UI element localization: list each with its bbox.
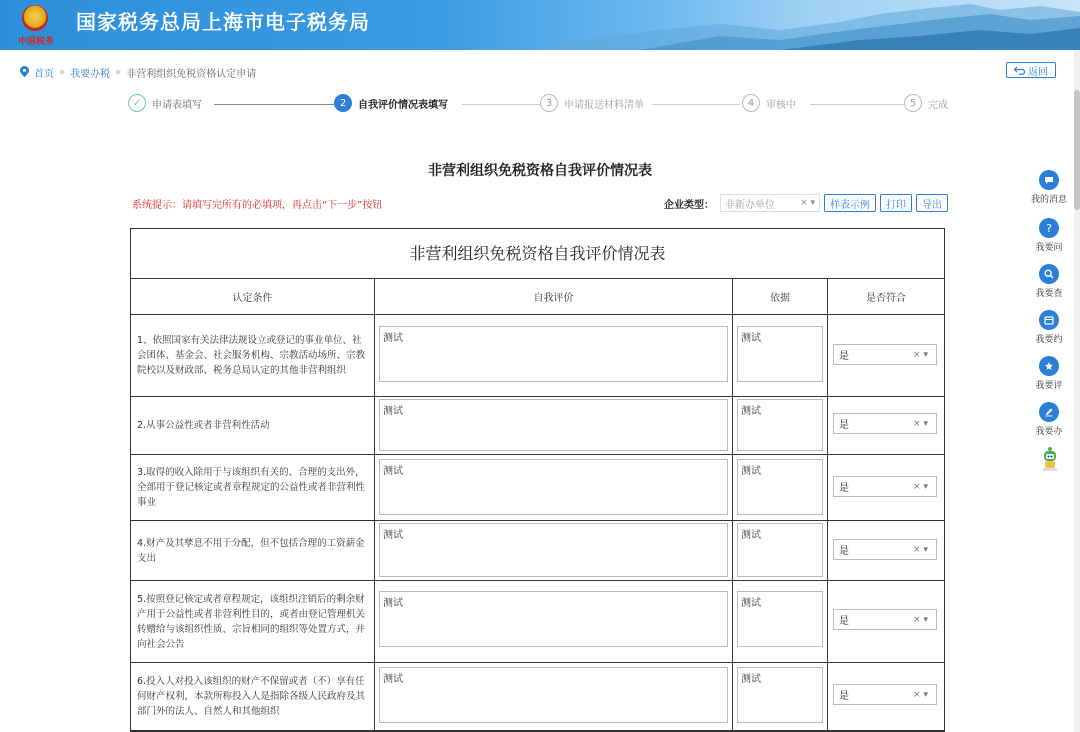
scrollbar-thumb[interactable] <box>1074 90 1080 210</box>
evaluation-cell <box>375 663 733 730</box>
progress-steps <box>128 94 958 116</box>
toolbar-item-handle[interactable] <box>1022 402 1076 437</box>
page-scrollbar[interactable] <box>1074 50 1080 732</box>
sample-button[interactable]: 样表示例 <box>824 194 876 212</box>
column-header: 认定条件 <box>131 279 375 314</box>
self-evaluation-textarea[interactable]: 测试 <box>379 591 728 647</box>
step-3 <box>540 94 644 112</box>
basis-textarea[interactable]: 测试 <box>737 326 823 382</box>
print-button[interactable]: 打印 <box>880 194 912 212</box>
toolbar-item-messages[interactable] <box>1022 170 1076 205</box>
step-connector <box>810 104 904 105</box>
step-label: 申请报送材料清单 <box>564 99 644 111</box>
compliance-select[interactable] <box>833 539 937 560</box>
basis-cell <box>733 455 828 520</box>
column-header: 自我评价 <box>375 279 733 314</box>
evaluation-cell <box>375 315 733 396</box>
location-pin-icon <box>20 66 29 80</box>
condition-text: 3.取得的收入除用于与该组织有关的、合理的支出外，全部用于登记核定或者章程规定的公益性或者非营利性事业 <box>131 455 375 520</box>
basis-cell <box>733 663 828 730</box>
condition-text: 2.从事公益性或者非营利性活动 <box>131 397 375 454</box>
compliance-cell <box>828 455 944 520</box>
toolbar-item-appointment[interactable] <box>1022 310 1076 345</box>
step-connector <box>462 104 540 105</box>
calendar-icon <box>1039 310 1059 330</box>
breadcrumb-separator: » <box>59 67 66 78</box>
back-button-label: 返回 <box>1028 66 1048 78</box>
toolbar-label: 我要约 <box>1035 335 1063 345</box>
back-arrow-icon <box>1014 66 1025 75</box>
compliance-value: 是 <box>839 691 849 702</box>
message-icon <box>1039 170 1059 190</box>
table-title: 非营利组织免税资格自我评价情况表 <box>131 229 944 279</box>
condition-text: 6.投入人对投入该组织的财产不保留或者（不）享有任何财产权利，本款所称投入人是指除各级人民政府及其部门外的法人、自然人和其他组织 <box>131 663 375 730</box>
evaluation-cell <box>375 455 733 520</box>
step-number: 3 <box>540 94 558 112</box>
step-number: 5 <box>904 94 922 112</box>
clear-and-chevron-icon[interactable]: ×▾ <box>912 544 931 555</box>
compliance-value: 是 <box>839 351 849 362</box>
assistant-robot-icon[interactable] <box>1040 446 1060 472</box>
table-row <box>131 315 944 397</box>
basis-textarea[interactable]: 测试 <box>737 459 823 515</box>
enterprise-type-group <box>664 194 948 212</box>
compliance-select[interactable] <box>833 609 937 630</box>
search-icon <box>1039 264 1059 284</box>
column-header: 是否符合 <box>866 293 906 304</box>
compliance-cell <box>828 581 944 662</box>
compliance-cell <box>828 315 944 396</box>
compliance-value: 是 <box>839 616 849 627</box>
evaluation-cell <box>375 581 733 662</box>
step-number: 4 <box>742 94 760 112</box>
rating-icon <box>1039 356 1059 376</box>
table-header-row <box>131 279 944 315</box>
breadcrumb-level1[interactable]: 我要办税 <box>70 69 111 80</box>
basis-textarea[interactable]: 测试 <box>737 591 823 647</box>
self-evaluation-textarea[interactable]: 测试 <box>379 523 728 577</box>
basis-cell <box>733 397 828 454</box>
condition-text: 4.财产及其孳息不用于分配，但不包括合理的工资薪金支出 <box>131 521 375 580</box>
self-evaluation-textarea[interactable]: 测试 <box>379 326 728 382</box>
basis-cell <box>733 521 828 580</box>
basis-textarea[interactable]: 测试 <box>737 399 823 451</box>
emblem-badge-icon <box>22 5 48 31</box>
self-evaluation-textarea[interactable]: 测试 <box>379 459 728 515</box>
table-row <box>131 397 944 455</box>
breadcrumb-current: 非营利组织免税资格认定申请 <box>126 69 257 80</box>
condition-text: 1、依照国家有关法律法规设立或登记的事业单位、社会团体、基金会、社会服务机构、宗教活动场所、宗教院校以及财政部、税务总局认定的其他非营利组织 <box>131 315 375 396</box>
table-row <box>131 581 944 663</box>
breadcrumb-home[interactable]: 首页 <box>34 69 54 80</box>
step-connector <box>652 104 740 105</box>
step-connector <box>214 104 334 105</box>
compliance-select[interactable] <box>833 684 937 705</box>
header-banner <box>0 0 1080 50</box>
basis-textarea[interactable]: 测试 <box>737 523 823 577</box>
breadcrumb-separator: » <box>115 67 122 78</box>
toolbar-label: 我要评 <box>1035 381 1063 391</box>
toolbar-item-ask[interactable] <box>1022 218 1076 253</box>
compliance-value: 是 <box>839 546 849 557</box>
export-button[interactable]: 导出 <box>916 194 948 212</box>
step-label: 申请表填写 <box>152 99 202 111</box>
table-row <box>131 521 944 581</box>
step-1 <box>128 94 202 112</box>
check-icon: ✓ <box>128 94 146 112</box>
step-label: 审核中 <box>766 99 796 111</box>
question-icon: ? <box>1039 218 1059 238</box>
toolbar-label: 我要查 <box>1035 289 1063 299</box>
clear-and-chevron-icon[interactable]: × ▾ <box>800 198 815 208</box>
column-header: 依据 <box>733 279 828 314</box>
clear-and-chevron-icon[interactable]: ×▾ <box>912 614 931 625</box>
compliance-select[interactable] <box>833 344 937 365</box>
evaluation-table <box>130 228 945 732</box>
clear-and-chevron-icon[interactable]: ×▾ <box>912 349 931 360</box>
compliance-cell <box>828 663 944 730</box>
step-label: 自我评价情况表填写 <box>358 99 448 111</box>
tax-emblem <box>8 2 54 48</box>
toolbar-item-rate[interactable] <box>1022 356 1076 391</box>
edit-icon <box>1039 402 1059 422</box>
basis-cell <box>733 581 828 662</box>
condition-text: 5.按照登记核定或者章程规定，该组织注销后的剩余财产用于公益性或者非营利性目的，或者由登记管理机关转赠给与该组织性质、宗旨相同的组织等处置方式，并向社会公告 <box>131 581 375 662</box>
enterprise-type-value: 非新办单位 <box>725 199 775 211</box>
basis-textarea[interactable]: 测试 <box>737 667 823 723</box>
compliance-cell <box>828 521 944 580</box>
breadcrumb <box>20 65 256 80</box>
toolbar-item-query[interactable] <box>1022 264 1076 299</box>
enterprise-type-label: 企业类型： <box>664 199 714 211</box>
emblem-text: 中国税务 <box>18 37 55 47</box>
clear-and-chevron-icon[interactable]: ×▾ <box>912 481 931 492</box>
enterprise-type-select[interactable] <box>720 194 820 212</box>
toolbar-label: 我要办 <box>1035 427 1063 437</box>
form-title: 非营利组织免税资格自我评价情况表 <box>428 163 652 179</box>
self-evaluation-textarea[interactable]: 测试 <box>379 667 728 723</box>
step-number: 2 <box>334 94 352 112</box>
evaluation-cell <box>375 521 733 580</box>
basis-cell <box>733 315 828 396</box>
site-title: 国家税务总局上海市电子税务局 <box>76 10 370 34</box>
evaluation-cell <box>375 397 733 454</box>
table-row <box>131 663 944 731</box>
compliance-value: 是 <box>839 420 849 431</box>
step-4 <box>742 94 796 112</box>
step-5 <box>904 94 948 112</box>
compliance-value: 是 <box>839 483 849 494</box>
self-evaluation-textarea[interactable]: 测试 <box>379 399 728 451</box>
compliance-select[interactable] <box>833 476 937 497</box>
step-2 <box>334 94 448 112</box>
back-button[interactable] <box>1006 62 1056 78</box>
compliance-select[interactable] <box>833 413 937 434</box>
mountain-decoration <box>520 0 1080 50</box>
step-label: 完成 <box>928 99 948 111</box>
system-hint: 系统提示：请填写完所有的必填项，再点击“下一步”按钮 <box>132 200 383 211</box>
table-row <box>131 455 944 521</box>
clear-and-chevron-icon[interactable]: ×▾ <box>912 418 931 429</box>
clear-and-chevron-icon[interactable]: ×▾ <box>912 689 931 700</box>
compliance-cell <box>828 397 944 454</box>
toolbar-label: 我要问 <box>1035 243 1063 253</box>
toolbar-label: 我的消息 <box>1030 195 1067 205</box>
